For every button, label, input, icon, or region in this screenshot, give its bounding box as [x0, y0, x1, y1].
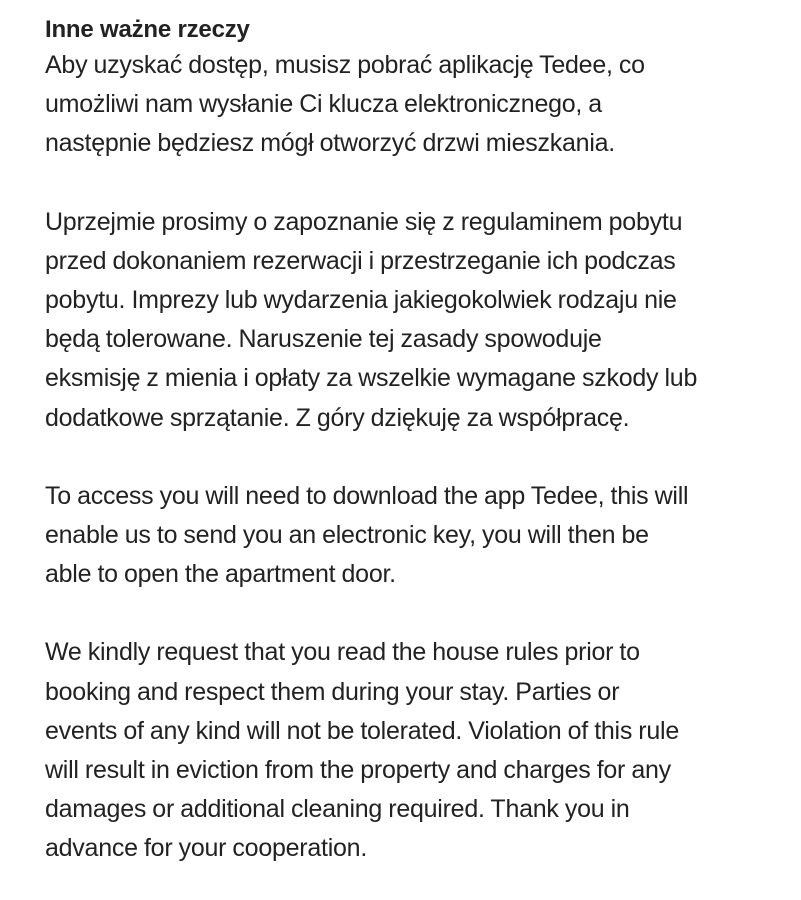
section-title: Inne ważne rzeczy [45, 16, 250, 43]
text-line: able to open the apartment door. [45, 560, 396, 589]
text-line: eksmisję z mienia i opłaty za wszelkie wymagane szkody lub [45, 364, 698, 393]
text-line: dodatkowe sprzątanie. Z góry dziękuję za współpracę. [45, 403, 630, 432]
text-line: Uprzejmie prosimy o zapoznanie się z regulaminem pobytu [45, 207, 683, 236]
paragraph-access-en [45, 477, 765, 595]
paragraph-access-pl [45, 46, 765, 164]
text-line: przed dokonaniem rezerwacji i przestrzeganie ich podczas [45, 246, 676, 275]
text-line: To access you will need to download the app Tedee, this will [45, 481, 689, 510]
text-line: następnie będziesz mógł otworzyć drzwi mieszkania. [45, 129, 615, 158]
paragraph-house-rules-en [45, 633, 765, 868]
text-line: advance for your cooperation. [45, 834, 368, 863]
text-line: umożliwi nam wysłanie Ci klucza elektronicznego, a [45, 90, 602, 119]
text-line: pobytu. Imprezy lub wydarzenia jakiegokolwiek rodzaju nie [45, 286, 677, 315]
text-line: events of any kind will not be tolerated. Violation of this rule [45, 716, 679, 745]
paragraph-house-rules-pl [45, 203, 765, 438]
text-line: damages or additional cleaning required. Thank you in [45, 795, 630, 824]
text-line: booking and respect them during your stay. Parties or [45, 677, 620, 706]
text-line: will result in eviction from the property and charges for any [45, 756, 671, 785]
text-line: enable us to send you an electronic key, you will then be [45, 521, 649, 550]
text-line: We kindly request that you read the house rules prior to [45, 638, 640, 667]
text-line: Aby uzyskać dostęp, musisz pobrać aplikację Tedee, co [45, 51, 645, 79]
text-line: będą tolerowane. Naruszenie tej zasady spowoduje [45, 325, 602, 354]
